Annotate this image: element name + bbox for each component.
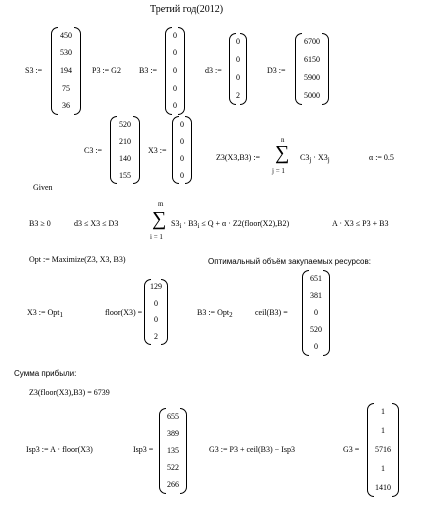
c3-value: 210 [119, 136, 131, 146]
z3-sum-top: n [281, 136, 285, 144]
x3-value: 0 [180, 170, 184, 180]
right-bracket [133, 116, 140, 184]
right-bracket [323, 270, 330, 356]
g3-value: 5716 [375, 444, 391, 454]
z3-term-sub: j [309, 156, 312, 164]
left-bracket [302, 270, 309, 356]
isp3-value: 522 [167, 463, 179, 473]
isp3-definition: Isp3 := A · floor(X3) [26, 445, 93, 454]
ceil-b3-value: 651 [310, 273, 322, 283]
b3-value: 0 [173, 48, 177, 58]
d3-small-label: d3 := [205, 66, 222, 75]
s3-matrix [51, 27, 81, 115]
constraint-sum-top: m [158, 200, 164, 208]
constraint-sum-sub2: i [197, 222, 200, 230]
d3-value: 6700 [304, 37, 320, 46]
left-bracket [295, 33, 302, 105]
floor-x3-value: 0 [154, 315, 158, 325]
g3-value: 1 [381, 463, 385, 473]
ceil-b3-label: ceil(B3) = [255, 308, 288, 317]
right-bracket [178, 27, 185, 115]
d3-small-value: 0 [236, 37, 240, 46]
ceil-b3-matrix [302, 270, 330, 356]
g3-definition: G3 := P3 + ceil(B3) − Isp3 [209, 445, 295, 454]
b3-opt-lhs: B3 := Opt [197, 308, 230, 317]
right-bracket [392, 403, 399, 497]
c3-value: 140 [119, 153, 131, 163]
sum-symbol: ∑ [152, 208, 167, 230]
p3-definition: P3 := G2 [92, 66, 121, 75]
s3-value: 36 [62, 101, 70, 111]
constraint-sum-bottom: i = 1 [150, 233, 163, 241]
c3-value: 155 [119, 170, 131, 180]
z3-term-mid: · X3 [313, 153, 328, 162]
x3-opt-assignment [27, 308, 63, 320]
floor-x3-label: floor(X3) = [105, 308, 143, 317]
constraint-budget [171, 219, 289, 231]
constraint-x3-bounds: d3 ≤ X3 ≤ D3 [74, 219, 119, 228]
b3-opt-assignment [197, 308, 233, 320]
given-keyword: Given [33, 183, 53, 192]
right-bracket [180, 408, 187, 494]
floor-x3-value: 0 [154, 298, 158, 308]
profit-value: Z3(floor(X3),B3) = 6739 [29, 388, 110, 397]
x3-value: 0 [180, 153, 184, 163]
x3-value: 0 [180, 136, 184, 146]
left-bracket [144, 279, 151, 345]
left-bracket [367, 403, 374, 497]
d3-value: 5900 [304, 73, 320, 82]
sum-symbol: ∑ [275, 142, 290, 164]
d3-matrix [295, 33, 329, 105]
d3-small-value: 2 [236, 91, 240, 100]
c3-matrix [110, 116, 140, 184]
s3-label: S3 := [25, 66, 43, 75]
ceil-b3-value: 520 [310, 325, 322, 335]
c3-value: 520 [119, 119, 131, 129]
constraint-sum-rest: ≤ Q + α · Z2(floor(X2),B2) [201, 219, 290, 228]
left-bracket [159, 408, 166, 494]
isp3-label: Isp3 = [133, 445, 154, 454]
page-title: Третий год(2012) [150, 4, 224, 15]
s3-value: 530 [60, 48, 72, 58]
alpha-definition: α := 0.5 [369, 153, 394, 162]
z3-lhs: Z3(X3,B3) := [216, 153, 261, 162]
right-bracket [185, 116, 192, 184]
b3-opt-sub: 2 [229, 311, 233, 319]
g3-matrix [367, 403, 399, 497]
constraint-resources: A · X3 ≤ P3 + B3 [332, 219, 389, 228]
b3-matrix [165, 27, 185, 115]
g3-value: 1410 [375, 482, 391, 492]
isp3-matrix [159, 408, 187, 494]
g3-label: G3 = [343, 445, 360, 454]
right-bracket [74, 27, 81, 115]
left-bracket [51, 27, 58, 115]
opt-definition: Opt := Maximize(Z3, X3, B3) [29, 255, 126, 264]
s3-value: 194 [60, 65, 72, 75]
z3-term [300, 153, 330, 165]
isp3-value: 655 [167, 411, 179, 421]
isp3-value: 135 [167, 445, 179, 455]
right-bracket [322, 33, 329, 105]
d3-label: D3 := [267, 66, 286, 75]
floor-x3-value: 2 [154, 331, 158, 341]
d3-value: 6150 [304, 55, 320, 64]
left-bracket [172, 116, 179, 184]
left-bracket [165, 27, 172, 115]
b3-value: 0 [173, 65, 177, 75]
right-bracket [161, 279, 168, 345]
d3-small-value: 0 [236, 73, 240, 82]
x3-opt-sub: 1 [59, 311, 64, 319]
z3-term-sub2: j [327, 156, 330, 164]
d3-small-matrix [229, 33, 247, 105]
s3-value: 450 [60, 30, 72, 40]
floor-x3-matrix [144, 279, 168, 345]
s3-value: 75 [62, 83, 70, 93]
ceil-b3-value: 381 [310, 290, 322, 300]
left-bracket [110, 116, 117, 184]
ceil-b3-value: 0 [314, 342, 318, 352]
b3-value: 0 [173, 101, 177, 111]
d3-value: 5000 [304, 91, 320, 100]
x3-opt-lhs: X3 := Opt [27, 308, 60, 317]
constraint-sum-sub: i [179, 222, 182, 230]
left-bracket [229, 33, 236, 105]
g3-value: 1 [381, 407, 385, 417]
isp3-value: 266 [167, 480, 179, 490]
c3-label: C3 := [84, 146, 103, 155]
opt-caption: Оптимальный объём закупаемых ресурсов: [208, 257, 371, 266]
b3-value: 0 [173, 30, 177, 40]
constraint-sum-term: S3 [171, 219, 180, 228]
b3-label: B3 := [139, 66, 158, 75]
ceil-b3-value: 0 [314, 307, 318, 317]
b3-value: 0 [173, 83, 177, 93]
constraint-b3-nonneg: B3 ≥ 0 [29, 219, 51, 228]
x3-value: 0 [180, 119, 184, 129]
g3-value: 1 [381, 426, 385, 436]
x3-matrix [172, 116, 192, 184]
constraint-sum-mid: · B3 [183, 219, 198, 228]
profit-caption: Сумма прибыли: [14, 369, 77, 378]
isp3-value: 389 [167, 428, 179, 438]
d3-small-value: 0 [236, 55, 240, 64]
z3-term-name: C3 [300, 153, 310, 162]
x3-label: X3 := [148, 146, 167, 155]
z3-sum-bottom: j = 1 [272, 167, 285, 175]
right-bracket [240, 33, 247, 105]
floor-x3-value: 129 [150, 282, 162, 292]
